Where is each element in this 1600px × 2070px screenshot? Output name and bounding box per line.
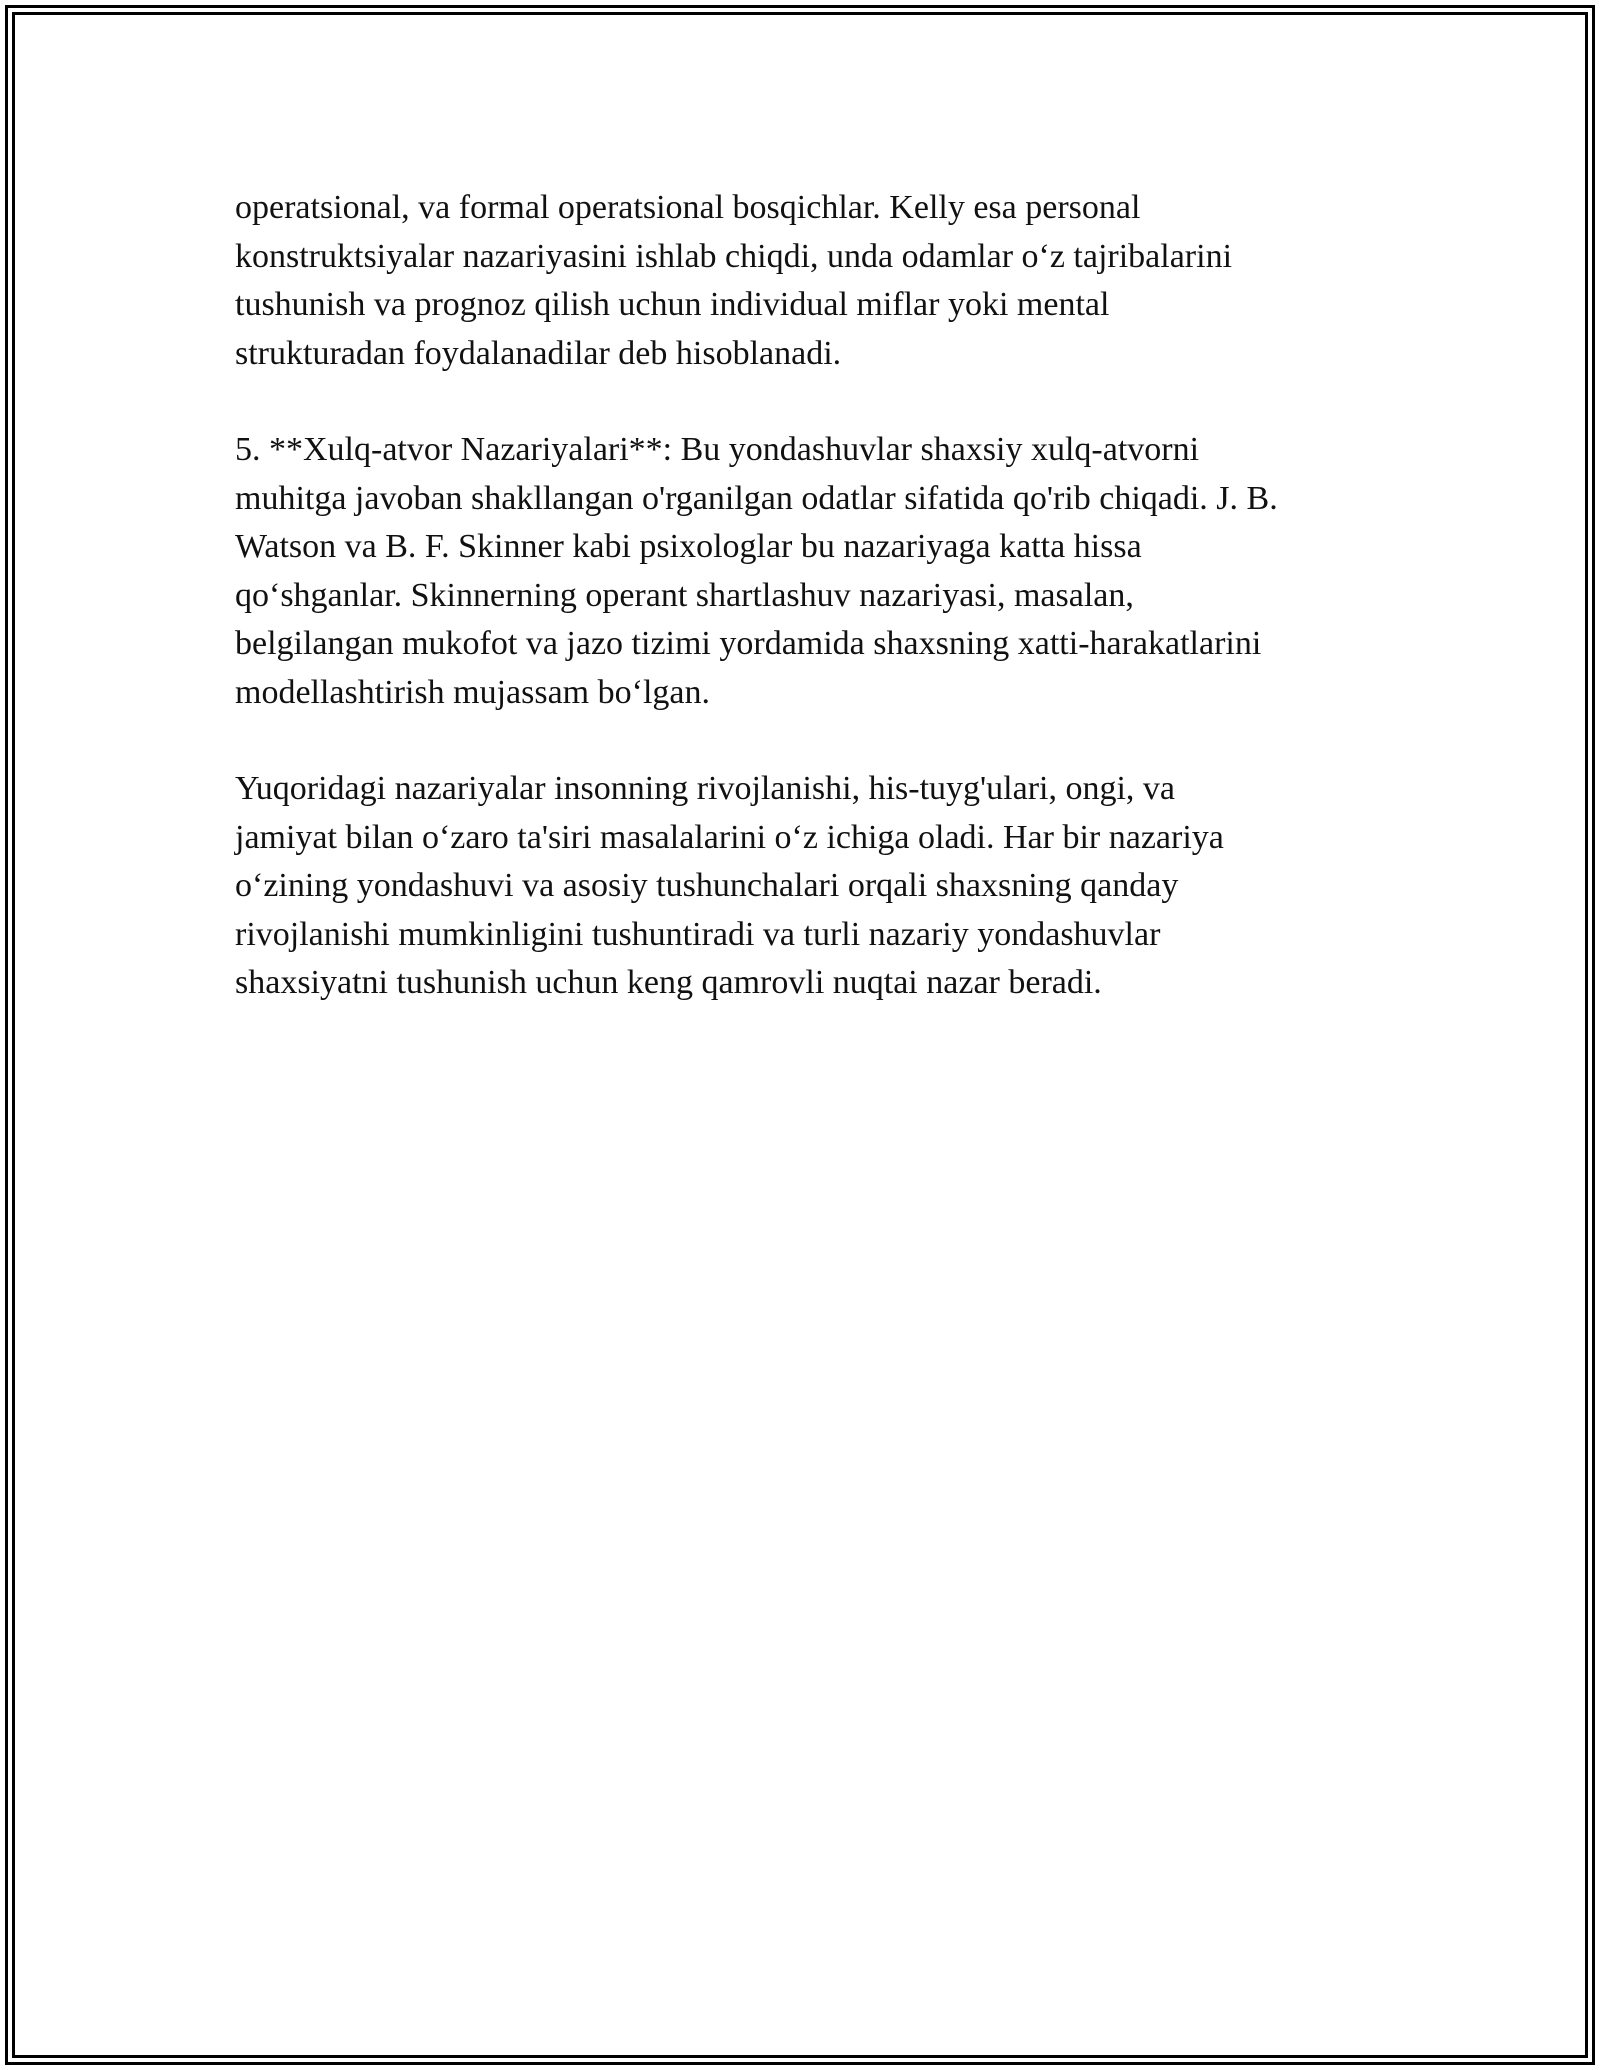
text-line: muhitga javoban shakllangan o'rganilgan odatlar sifatida qo'rib chiqadi. J. B. <box>235 479 1278 517</box>
paragraph-kelly-constructs <box>235 184 1385 378</box>
text-line: operatsional, va formal operatsional bosqichlar. Kelly esa personal <box>235 189 1141 226</box>
paragraph-conclusion <box>235 765 1385 1008</box>
text-line: konstruktsiyalar nazariyasini ishlab chiqdi, unda odamlar o‘z tajribalarini <box>235 237 1233 275</box>
text-line: Yuqoridagi nazariyalar insonning rivojlanishi, his-tuyg'ulari, ongi, va <box>235 770 1175 807</box>
document-body <box>235 184 1385 1056</box>
text-line: belgilangan mukofot va jazo tizimi yordamida shaxsning xatti-harakatlarini <box>235 625 1262 662</box>
text-line: shaxsiyatni tushunish uchun keng qamrovli nuqtai nazar beradi. <box>235 964 1102 1001</box>
text-line: modellashtirish mujassam bo‘lgan. <box>235 673 710 711</box>
paragraph-behavioral-theories <box>235 426 1385 717</box>
text-line: jamiyat bilan o‘zaro ta'siri masalalarini o‘z ichiga oladi. Har bir nazariya <box>235 818 1224 856</box>
text-line: 5. **Xulq-atvor Nazariyalari**: Bu yondashuvlar shaxsiy xulq-atvorni <box>235 431 1200 468</box>
text-line: tushunish va prognoz qilish uchun individual miflar yoki mental <box>235 286 1110 323</box>
text-line: Watson va B. F. Skinner kabi psixologlar bu nazariyaga katta hissa <box>235 528 1142 565</box>
text-line: rivojlanishi mumkinligini tushuntiradi va turli nazariy yondashuvlar <box>235 915 1161 953</box>
text-line: qo‘shganlar. Skinnerning operant shartlashuv nazariyasi, masalan, <box>235 576 1134 614</box>
text-line: o‘zining yondashuvi va asosiy tushunchalari orqali shaxsning qanday <box>235 867 1179 904</box>
text-line: strukturadan foydalanadilar deb hisoblanadi. <box>235 334 842 372</box>
